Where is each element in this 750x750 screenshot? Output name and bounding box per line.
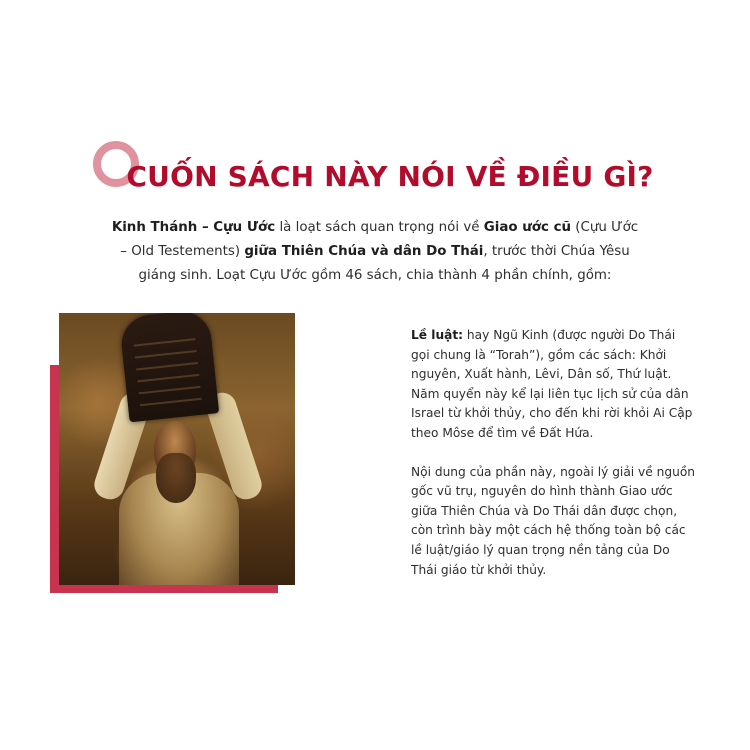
stone-tablet bbox=[119, 313, 219, 422]
intro-bold-thien-chua: giữa Thiên Chúa và dân Do Thái bbox=[244, 244, 484, 259]
intro-bold-kinh-thanh: Kinh Thánh – Cựu Ước bbox=[111, 220, 276, 235]
section-description bbox=[411, 326, 696, 580]
figure-beard bbox=[156, 453, 196, 503]
section-paragraph-1 bbox=[411, 326, 696, 444]
intro-bold-giao-uoc: Giao ước cũ bbox=[483, 220, 572, 235]
tablet-inscription bbox=[140, 398, 202, 406]
section-label: Lề luật: bbox=[411, 328, 464, 342]
intro-text: (Cựu Ước – Old Testements) bbox=[120, 220, 639, 259]
intro-text: là loạt sách quan trọng nói về bbox=[275, 220, 484, 235]
tablet-inscription bbox=[135, 350, 197, 358]
tablet-inscription bbox=[136, 362, 198, 370]
intro-paragraph bbox=[110, 216, 640, 288]
tablet-inscription bbox=[139, 386, 201, 394]
tablet-inscription bbox=[137, 374, 199, 382]
page-title: CUỐN SÁCH NÀY NÓI VỀ ĐIỀU GÌ? bbox=[126, 160, 654, 193]
section-text: hay Ngũ Kinh (được người Do Thái gọi chung là “Torah”), gồm các sách: Khởi nguyên, Xuất hành, Lêvi, Dân số, Thứ luật. Năm quyển này kể lại liên tục lịch sử của dân Israel từ khởi thủy, cho đến khi rời khỏi Ai Cập theo Môse để tìm về Đất Hứa. bbox=[411, 328, 693, 440]
tablet-inscription bbox=[134, 338, 196, 346]
intro-text: , trước thời Chúa Yêsu giáng sinh. Loạt Cựu Ước gồm 46 sách, chia thành 4 phần chính, gồm: bbox=[138, 244, 630, 283]
section-paragraph-2: Nội dung của phần này, ngoài lý giải về nguồn gốc vũ trụ, nguyên do hình thành Giao ước giữa Thiên Chúa và Do Thái dân được chọn, còn trình bày một cách hệ thống toàn bộ các lề luật/giáo lý quan trọng nền tảng của Do Thái giáo từ khởi thủy. bbox=[411, 464, 695, 577]
moses-painting-image bbox=[59, 313, 295, 585]
